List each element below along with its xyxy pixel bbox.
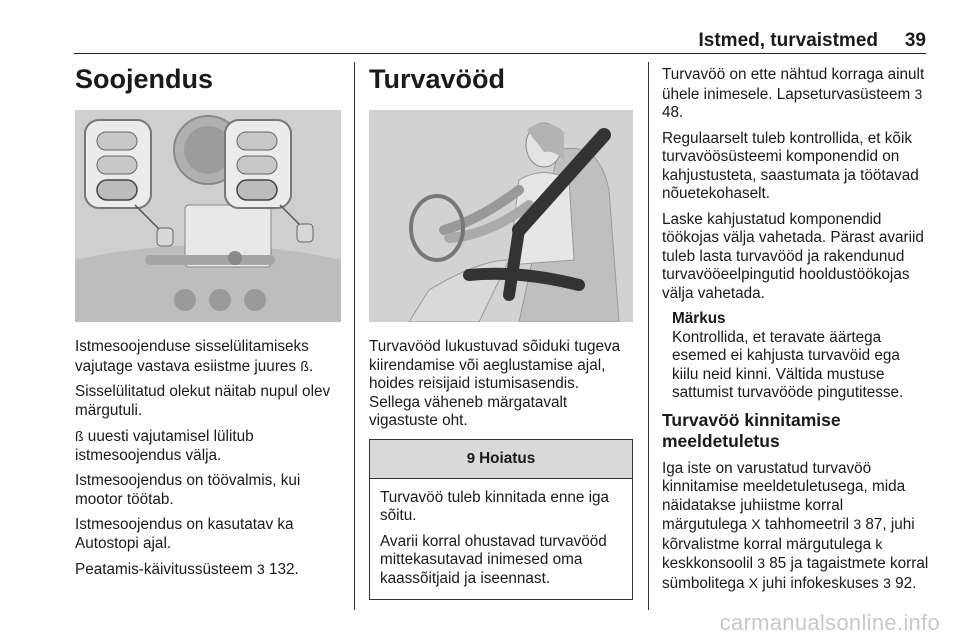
page-reference-link[interactable]: 3 48. [662,85,923,121]
paragraph: Istmesoojendus on kasutatav ka Autostopi ajal. [75,516,294,552]
paragraph: Sisselülitatud olekut näitab nupul olev märgutuli. [75,383,331,419]
page-reference-link[interactable] [757,555,765,572]
paragraph: Laske kahjustatud komponendid töökojas välja vahetada. Pärast avariid tuleb lasta turvavööd ja rakendunud turvavööeelpingutid hooldustöökojas välja vahetada. [662,210,924,302]
page-ref-icon: 3 [853,516,862,532]
watermark: carmanualsonline.info [719,610,940,635]
page-reference-link[interactable] [883,575,891,592]
note-text: Kontrollida, et teravate äärtega esemed ei kahjusta turvavöid ega kiilu neid kinni. Vältida mustuse sattumist turvavööde pingutitesse. [672,328,904,401]
column-divider [354,62,355,610]
page-ref-icon: 3 [757,555,766,571]
seat-heating-illustration [75,110,341,322]
warning-body [370,479,632,600]
seat-heating-icon: ß [75,428,84,444]
page-reference-link[interactable]: 3 132. [256,561,299,578]
passenger-seatbelt-icon: k [875,535,883,552]
column-divider [648,62,649,610]
section-heading: Turvavööd [369,64,506,94]
page-ref-icon: 3 [914,85,923,102]
warning-header [370,440,632,479]
warning-triangle-icon: 9 [466,450,476,467]
seat-heating-icon: ß [300,357,309,374]
paragraph: Iga iste on varustatud turvavöö kinnitamise meeldetuletusega, mida näidatakse juhiistme korral märgutulega X tahhomeetril 3 87, juhi kõrvalistme korral märgutulega k keskkonsoolil 3 85 ja tagaistmete korral sümbolitega X juhi infokeskuses 3 92. [662,459,929,592]
page-header [0,0,960,54]
seatbelt-reminder-icon: X [748,574,759,591]
paragraph: Peatamis-käivitussüsteem 3 132. [75,561,299,578]
warning-title: Hoiatus [479,449,536,467]
note-box [672,310,930,403]
page-number: 39 [904,30,926,51]
paragraph: Istmesoojenduse sisselülitamiseks vajutage vastava esiistme juures ß. [75,338,314,375]
warning-text: Avarii korral ohustavad turvavööd mittekasutavad inimesed oma kaassõitjaid ja iseennast. [380,532,607,587]
subsection-heading: Turvavöö kinnitamise meeldetuletus [662,409,841,451]
paragraph: Turvavööd lukustuvad sõiduki tugeva kiirendamise või aeglustamise ajal, hoides reisijaid istumisasendis. Sellega väheneb märgatavalt vigastuste oht. [369,338,621,429]
page-ref-icon: 3 [256,561,265,577]
section-heading: Soojendus [75,64,214,94]
paragraph: ß uuesti vajutamisel lülitub istmesoojendus välja. [75,428,254,464]
paragraph: Turvavöö on ette nähtud korraga ainult ühele inimesele. Lapseturvasüsteem 3 48. [662,66,925,121]
seatbelt-reminder-icon: X [751,516,761,532]
note-title: Märkus [672,310,726,327]
paragraph: Istmesoojendus on töövalmis, kui mootor töötab. [75,472,301,508]
warning-text: Turvavöö tuleb kinnitada enne iga sõitu. [380,488,610,524]
column-seat-heating [75,62,341,587]
warning-box [369,439,633,601]
chapter-title: Istmed, turvaistmed [698,30,878,51]
page-ref-icon: 3 [883,574,891,591]
column-seat-belts [369,62,633,600]
seat-belt-illustration [369,110,633,322]
page-reference-link[interactable] [853,516,861,533]
column-seat-belt-info [662,62,930,600]
header-rule [74,53,926,54]
paragraph: Regulaarselt tuleb kontrollida, et kõik turvavöösüsteemi komponendid on kahjustusteta, saastumata ja töötavad nõuetekohaselt. [662,129,919,202]
